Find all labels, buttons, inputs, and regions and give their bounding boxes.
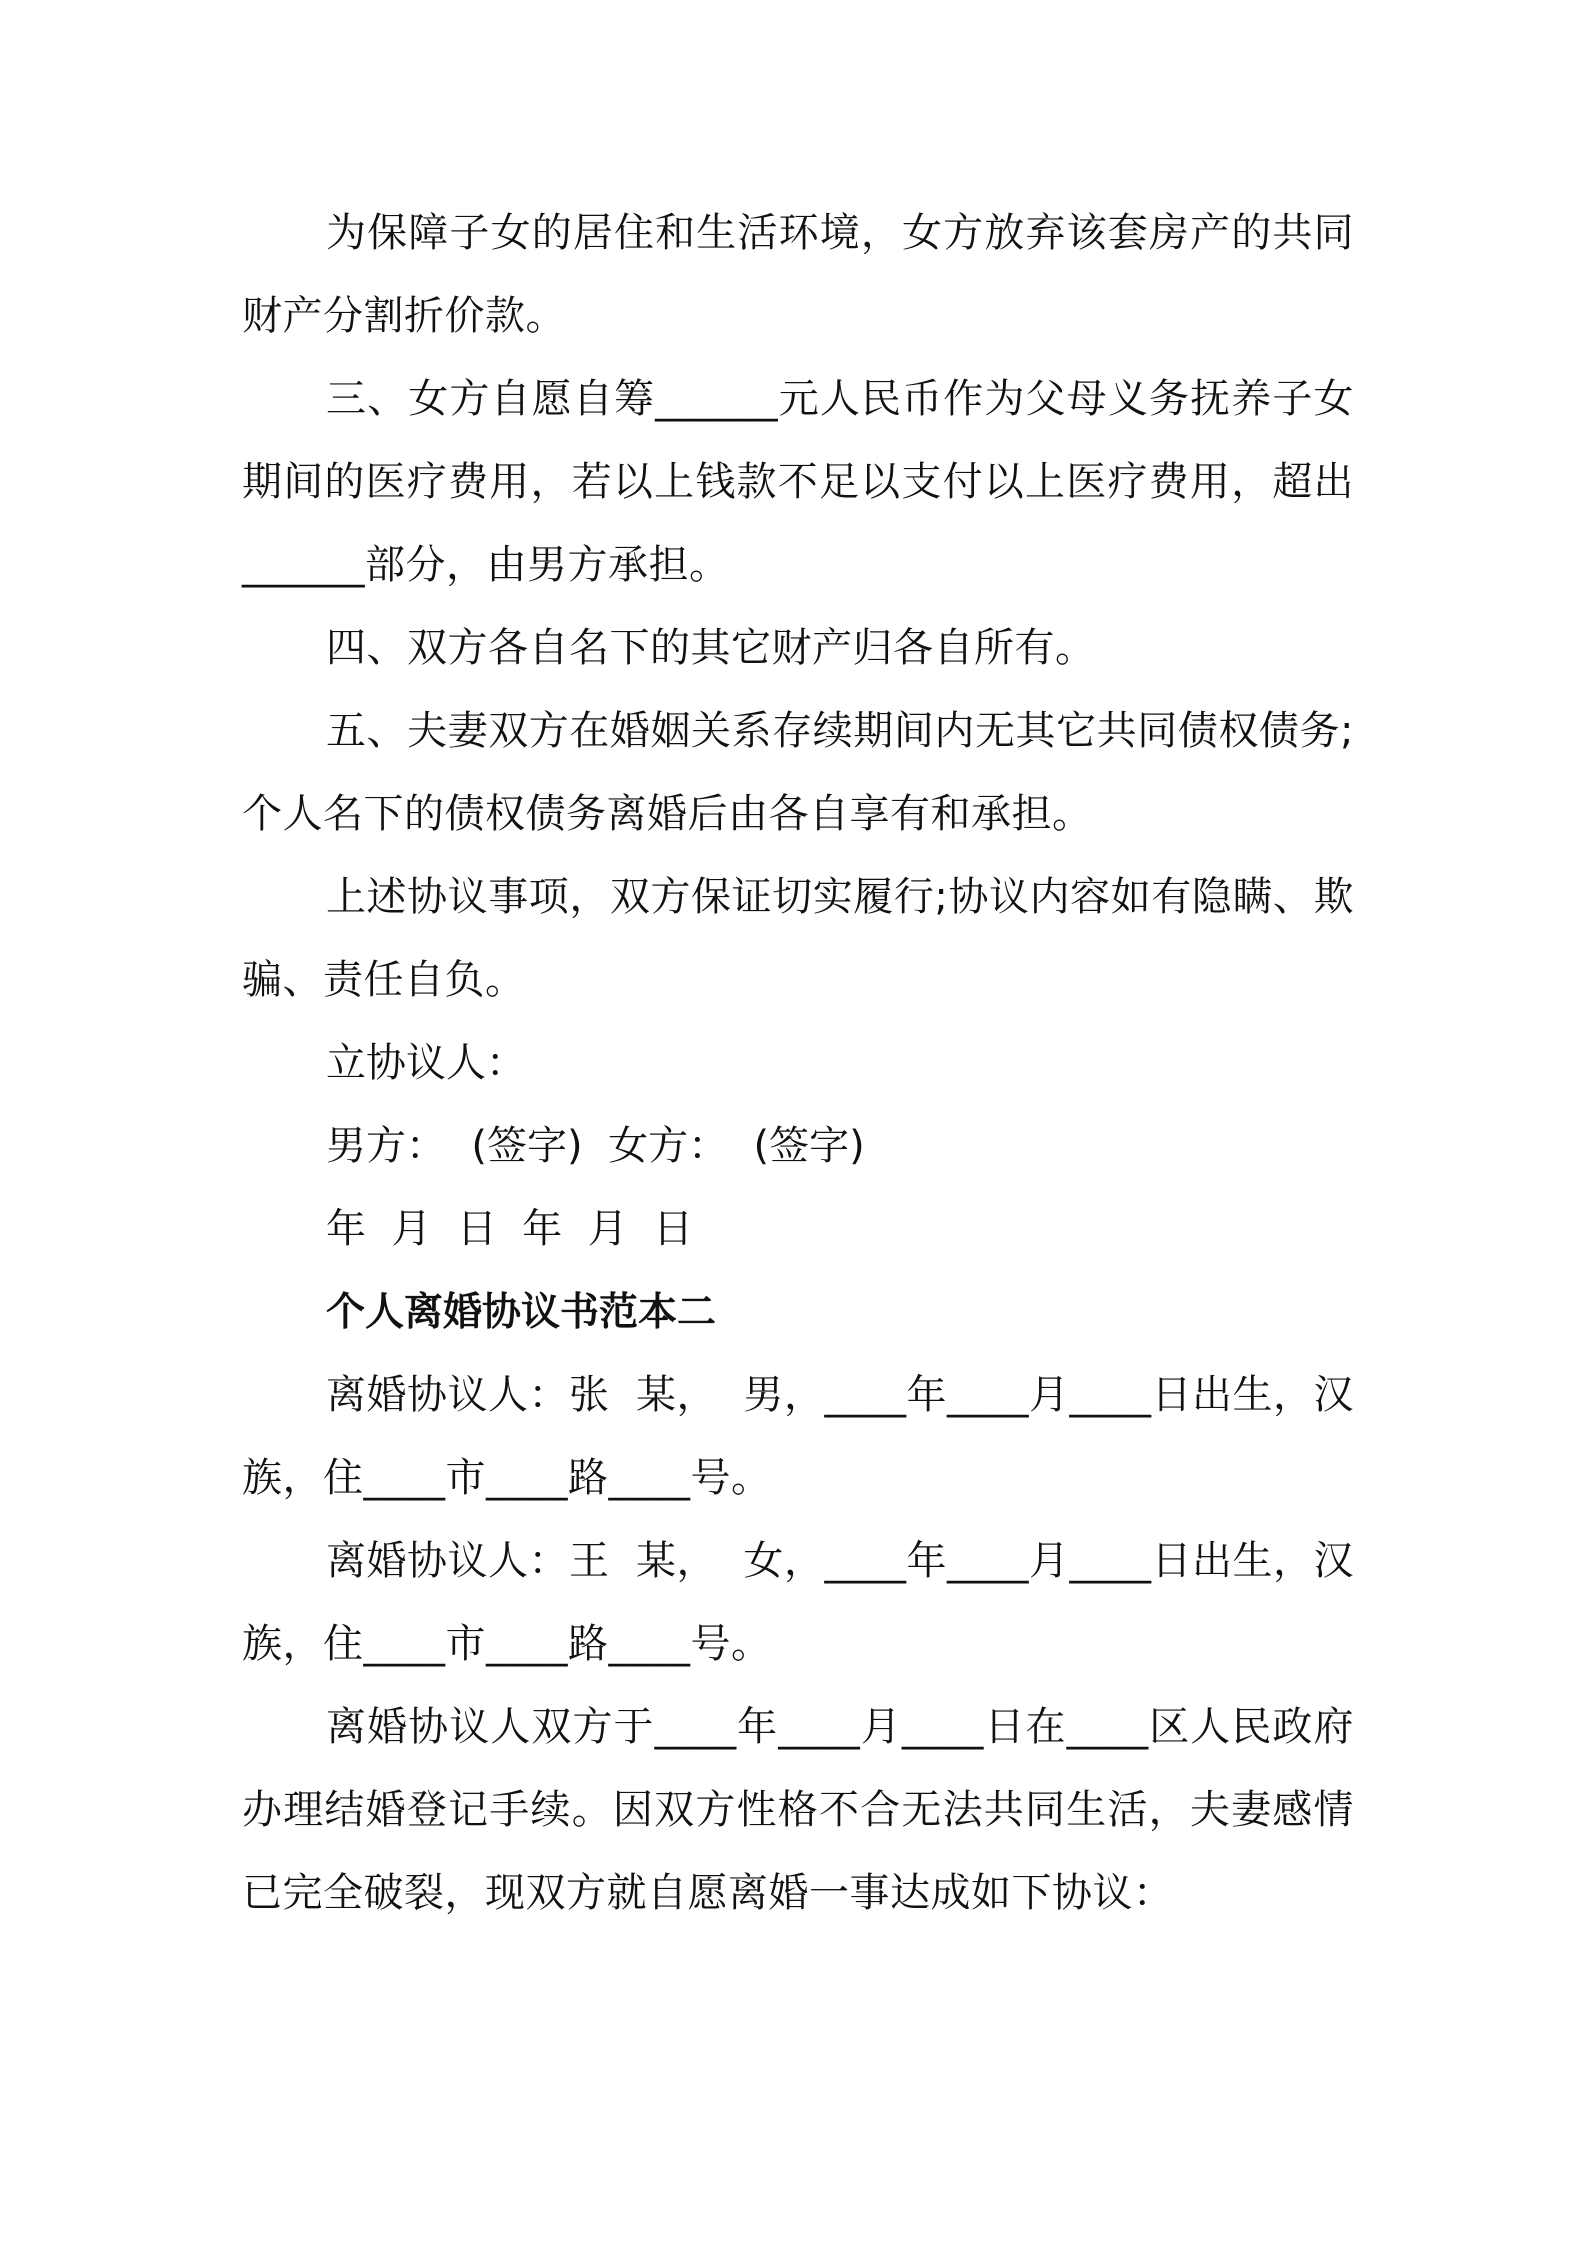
section-heading: 个人离婚协议书范本二 — [326, 1290, 717, 1335]
paragraph-guarantee: 上述协议事项，双方保证切实履行;协议内容如有隐瞒、欺骗、责任自负。 — [242, 874, 1354, 1003]
paragraph-clause-four: 四、双方各自名下的其它财产归各自所有。 — [326, 625, 1096, 671]
paragraph-clause-five: 五、夫妻双方在婚姻关系存续期间内无其它共同债权债务;个人名下的债权债务离婚后由各自享有和承担。 — [242, 708, 1354, 837]
signatory-label: 立协议人： — [326, 1040, 526, 1086]
paragraph-closing: 离婚协议人双方于____年____月____日在____区人民政府办理结婚登记手续。因双方性格不合无法共同生活，夫妻感情已完全破裂，现双方就自愿离婚一事达成如下协议： — [242, 1704, 1354, 1916]
paragraph-clause-three: 三、女方自愿自筹______元人民币作为父母义务抚养子女期间的医疗费用，若以上钱款不足以支付以上医疗费用，超出______部分，由男方承担。 — [242, 376, 1354, 588]
paragraph-housing-waiver: 为保障子女的居住和生活环境，女方放弃该套房产的共同财产分割折价款。 — [242, 210, 1354, 339]
signature-line: 男方： (签字) 女方： (签字) — [326, 1123, 865, 1169]
date-line: 年 月 日 年 月 日 — [326, 1206, 694, 1252]
party-one: 离婚协议人：张 某， 男，____年____月____日出生，汉族，住____市____路____号。 — [242, 1372, 1354, 1501]
document-body — [242, 192, 1354, 1935]
party-two: 离婚协议人：王 某， 女，____年____月____日出生，汉族，住____市____路____号。 — [242, 1538, 1354, 1667]
